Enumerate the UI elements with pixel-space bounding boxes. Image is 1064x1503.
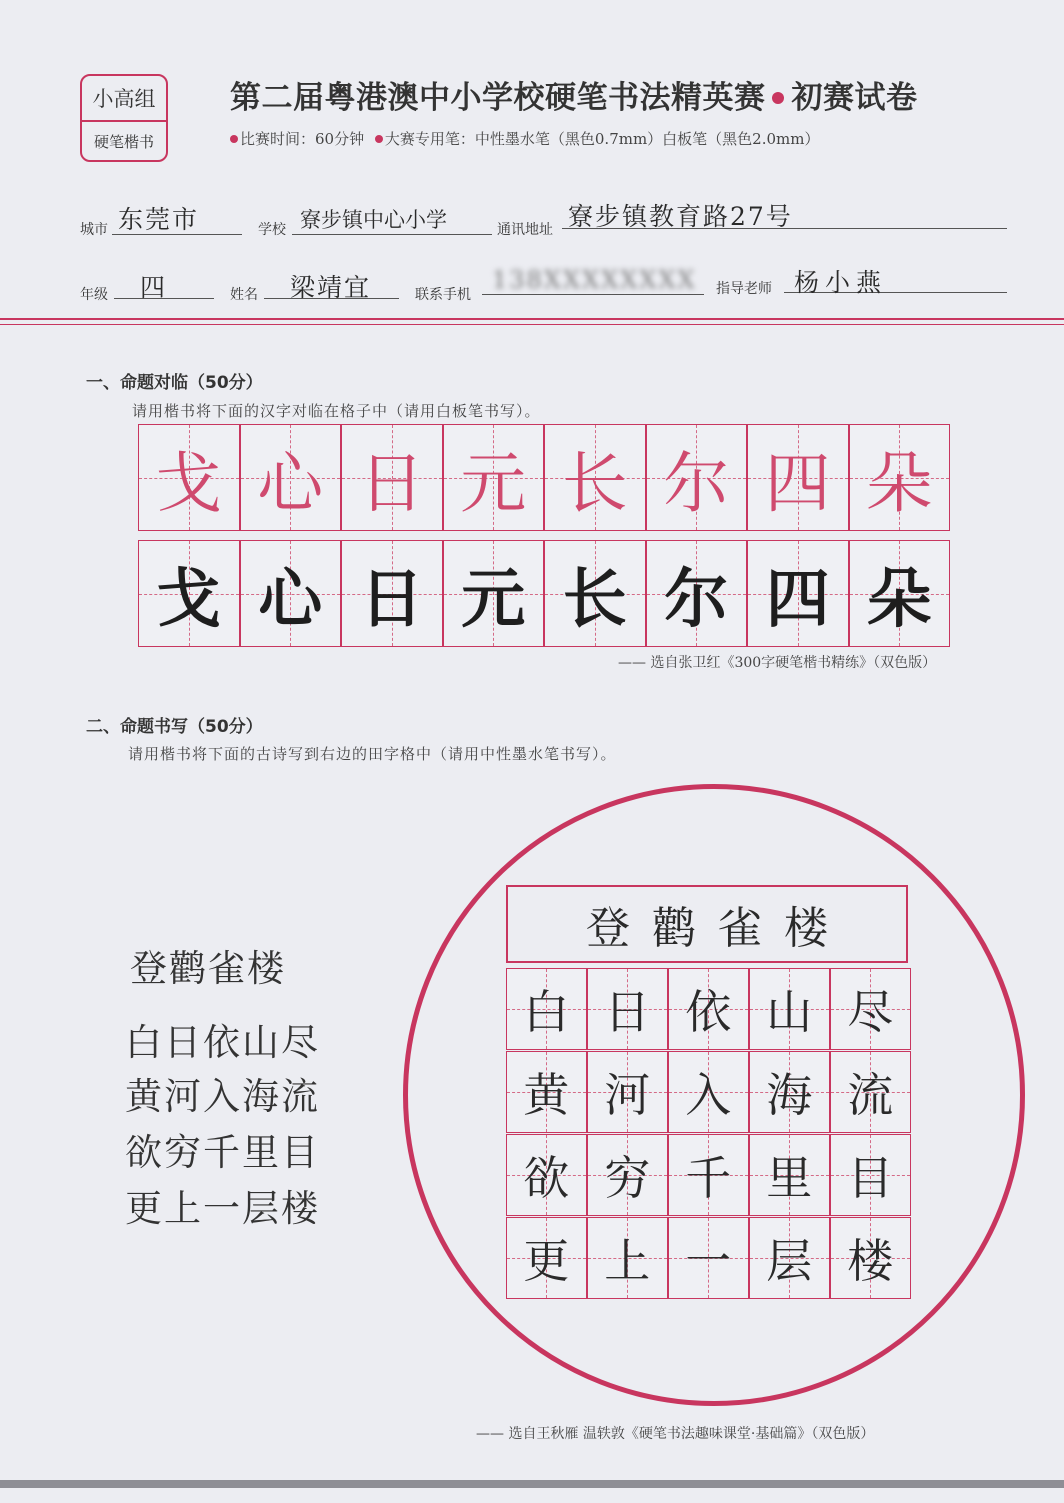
model-char-cell [544,424,646,531]
poem-grid-char: 目 [847,1151,894,1205]
model-char-cell [138,424,240,531]
poem-grid-char: 上 [604,1234,651,1288]
phone-label: 联系手机 [415,287,471,303]
poem-grid-cell[interactable] [506,968,587,1050]
poem-grid-char: 一 [685,1234,732,1288]
poem-grid-cell[interactable] [830,968,911,1050]
section1-instructions: 请用楷书将下面的汉字对临在格子中（请用白板笔书写）。 [132,402,541,420]
exam-time: 比赛时间：60分钟 [240,130,365,148]
poem-grid-cell[interactable] [506,1051,587,1133]
address-field[interactable]: 寮步镇教育路27号 [568,202,793,231]
model-char-cell-text: 朵 [866,445,933,522]
section1-title: 一、命题对临（50分） [86,373,263,393]
written-char-cell[interactable] [341,540,443,647]
poem-grid-cell[interactable] [749,1051,830,1133]
written-char-cell[interactable] [443,540,545,647]
poem-grid-cell[interactable] [668,1217,749,1299]
written-title-box[interactable] [506,885,908,963]
poem-grid-cell[interactable] [668,1134,749,1216]
written-char-cell-text: 尔 [664,562,729,637]
badge-style-label: 硬笔楷书 [93,132,154,151]
written-char-cell-text: 元 [461,562,526,637]
name-field[interactable]: 梁靖宜 [290,273,372,302]
bullet-icon [375,135,383,143]
poem-grid-cell[interactable] [506,1134,587,1216]
poem-title: 登鹳雀楼 [130,947,286,990]
bullet-icon [230,135,238,143]
teacher-label: 指导老师 [716,281,772,297]
poem-grid-char: 海 [766,1068,813,1122]
model-char-cell [341,424,443,531]
phone-line [482,294,704,295]
poem-grid-cell[interactable] [587,1217,668,1299]
title-main: 第二届粤港澳中小学校硬笔书法精英赛 [230,80,766,116]
model-char-cell [443,424,545,531]
teacher-field[interactable]: 杨小燕 [794,268,888,297]
written-char-cell-text: 戈 [156,562,221,637]
poem-line-3: 欲穷千里目 [125,1131,320,1174]
written-char-cell-text: 日 [359,562,424,637]
written-title: 登鹳雀楼 [586,903,850,954]
city-label: 城市 [80,222,108,238]
header-divider-thin [0,324,1064,325]
poem-grid-char: 尽 [847,985,894,1039]
city-field[interactable]: 东莞市 [118,205,200,234]
poem-grid-cell[interactable] [668,1051,749,1133]
written-char-cell[interactable] [240,540,342,647]
grade-label: 年级 [80,287,108,303]
model-char-cell-text: 四 [764,445,831,522]
poem-line-1: 白日依山尽 [125,1021,320,1064]
poem-grid-char: 层 [766,1234,813,1288]
poem-grid-char: 千 [685,1151,732,1205]
model-char-cell [240,424,342,531]
poem-grid-cell[interactable] [506,1217,587,1299]
poem-grid-char: 日 [604,985,651,1039]
model-char-cell-text: 心 [257,445,324,522]
section2-instructions: 请用楷书将下面的古诗写到右边的田字格中（请用中性墨水笔书写）。 [128,745,617,763]
written-char-cell[interactable] [138,540,240,647]
written-char-cell-text: 朵 [867,562,932,637]
model-char-cell-text: 长 [561,445,628,522]
written-char-cell[interactable] [849,540,951,647]
poem-grid-cell[interactable] [587,968,668,1050]
poem-grid-char: 欲 [523,1151,570,1205]
written-char-cell-text: 长 [562,562,627,637]
model-char-cell [646,424,748,531]
category-badge [80,74,168,162]
poem-grid-cell[interactable] [749,968,830,1050]
badge-group-label: 小高组 [82,76,166,122]
section2-title: 二、命题书写（50分） [86,717,263,737]
poem-grid-cell[interactable] [830,1134,911,1216]
poem-grid-cell[interactable] [830,1051,911,1133]
poem-grid-char: 穷 [604,1151,651,1205]
poem-grid-cell[interactable] [830,1217,911,1299]
poem-grid-char: 更 [523,1234,570,1288]
written-char-cell[interactable] [646,540,748,647]
written-char-cell[interactable] [544,540,646,647]
poem-grid-char: 黄 [523,1068,570,1122]
title-round: 初赛试卷 [791,80,918,116]
written-char-cell-text: 心 [258,562,323,637]
poem-grid-char: 入 [685,1068,732,1122]
address-label: 通讯地址 [497,222,553,238]
poem-grid-char: 里 [766,1151,813,1205]
poem-grid-cell[interactable] [587,1051,668,1133]
name-label: 姓名 [230,287,258,303]
model-char-cell-text: 元 [460,445,527,522]
phone-field[interactable]: 138XXXXXXXX [492,266,697,294]
school-field[interactable]: 寮步镇中心小学 [300,208,447,232]
title-dot [772,92,784,104]
poem-grid-char: 山 [766,985,813,1039]
school-line [292,234,492,235]
written-char-cell-text: 四 [765,562,830,637]
poem-grid-char: 依 [685,985,732,1039]
model-char-cell [747,424,849,531]
poem-line-2: 黄河入海流 [125,1075,320,1118]
written-char-cell[interactable] [747,540,849,647]
poem-grid-cell[interactable] [668,968,749,1050]
poem-grid-char: 流 [847,1068,894,1122]
exam-pens: 大赛专用笔：中性墨水笔（黑色0.7mm）白板笔（黑色2.0mm） [384,130,820,148]
model-char-cell [849,424,951,531]
poem-grid-cell[interactable] [749,1134,830,1216]
poem-grid-cell[interactable] [587,1134,668,1216]
school-label: 学校 [258,222,286,238]
section1-source: —— 选自张卫红《300字硬笔楷书精练》（双色版） [618,655,937,671]
model-char-cell-text: 尔 [663,445,730,522]
page-title [230,72,918,117]
grade-field[interactable]: 四 [140,273,168,302]
header-divider [0,318,1064,320]
poem-grid-char: 河 [604,1068,651,1122]
exam-rules [230,128,819,149]
poem-grid-char: 白 [523,985,570,1039]
model-char-cell-text: 日 [358,445,425,522]
poem-line-4: 更上一层楼 [125,1187,320,1230]
poem-grid-char: 楼 [847,1234,894,1288]
model-char-cell-text: 戈 [155,445,222,522]
bottom-bar [0,1480,1064,1488]
section2-source: —— 选自王秋雁 温轶敦《硬笔书法趣味课堂·基础篇》（双色版） [476,1426,875,1442]
poem-grid-cell[interactable] [749,1217,830,1299]
